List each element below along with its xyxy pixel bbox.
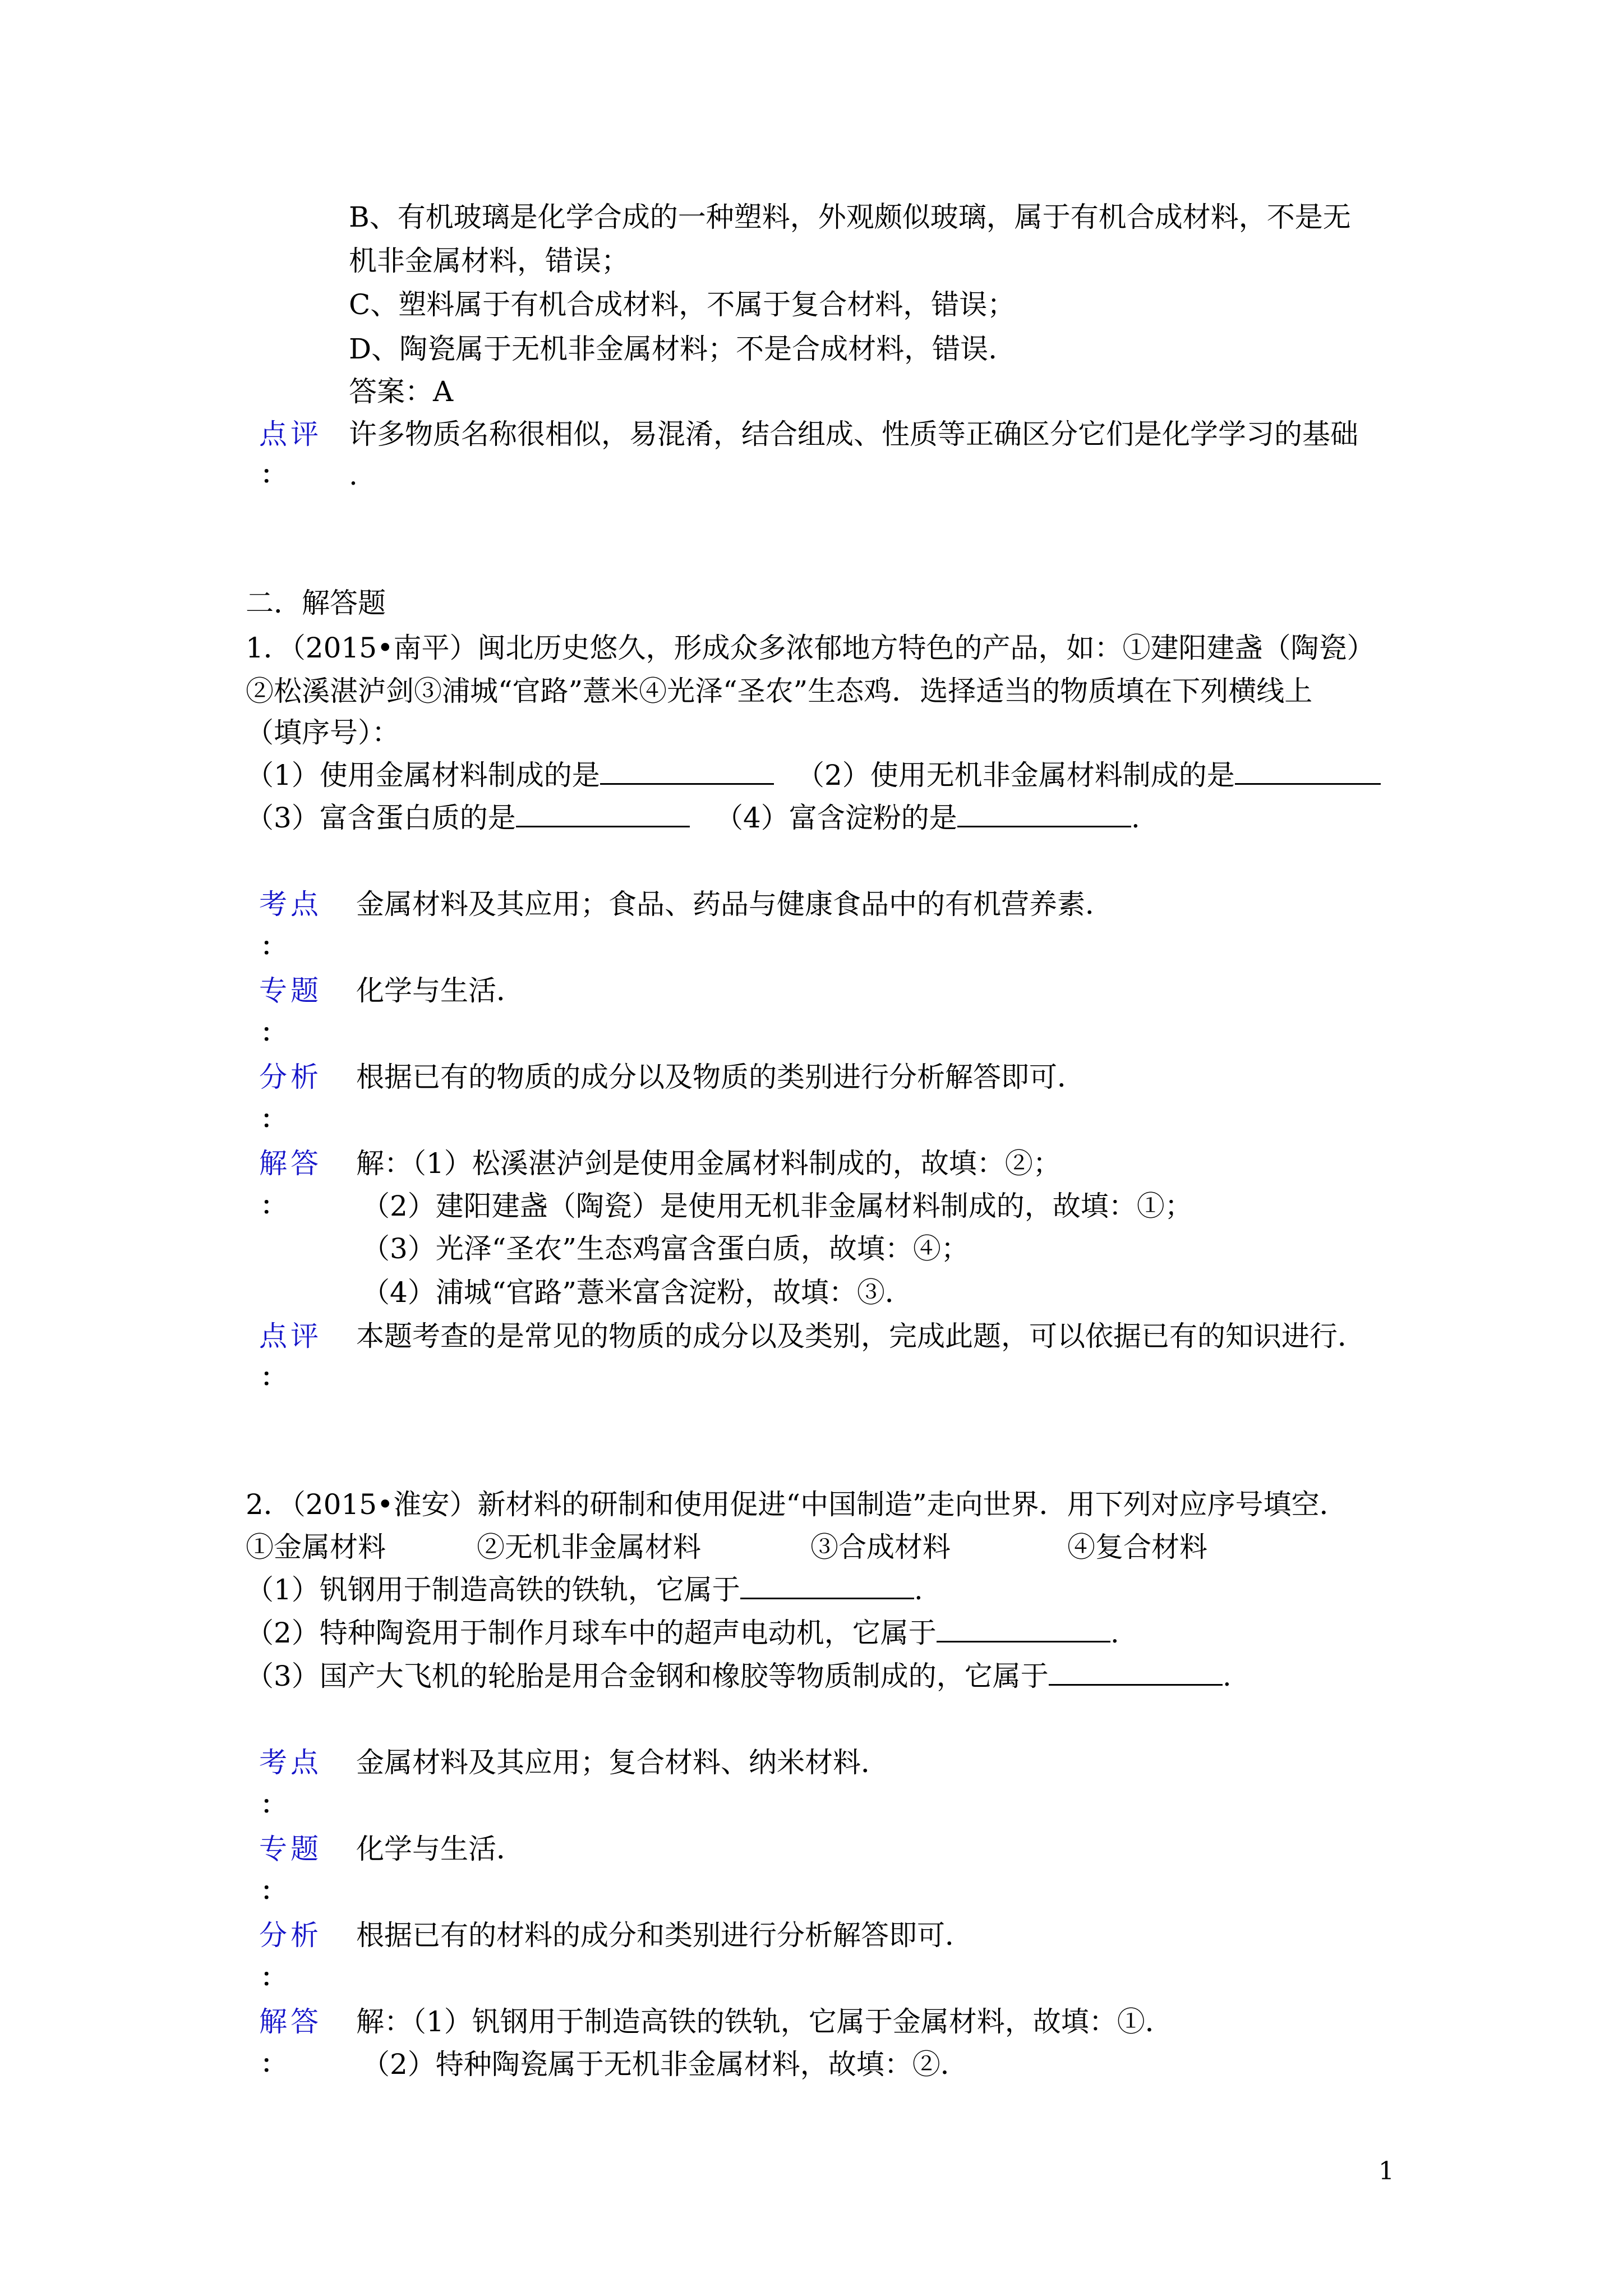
q1-dianping-text: 本题考查的是常见的物质的成分以及类别，完成此题，可以依据已有的知识进行． [356, 1320, 1366, 1352]
q2-fenxi-label: 分析 [259, 1919, 322, 1952]
q2-jieda-label: 解答 [259, 2005, 322, 2038]
label-colon: ： [261, 1363, 285, 1392]
q1-part2-text: （2）使用无机非金属材料制成的是 [796, 759, 1235, 792]
q1-zhuanti-label: 专题 [259, 974, 322, 1007]
label-colon: ： [261, 1019, 285, 1047]
label-colon: ： [261, 2050, 285, 2078]
q2-jieda-line1: 解：（1）钒钢用于制造高铁的铁轨，它属于金属材料，故填：①． [356, 2005, 1173, 2038]
q1-part2 [796, 757, 1381, 793]
q1-zhuanti-text: 化学与生活． [356, 974, 524, 1007]
q2-sub3 [246, 1658, 1232, 1694]
q2-sub1 [246, 1572, 923, 1608]
answer-blank[interactable] [740, 1573, 914, 1599]
answer-blank[interactable] [1049, 1659, 1223, 1686]
q2-jieda-line2: （2）特种陶瓷属于无机非金属材料，故填：②． [362, 2048, 969, 2081]
q1-jieda-line4: （4）浦城“官路”薏米富含淀粉，故填：③． [362, 1276, 913, 1309]
q2-sub2-end: . [1110, 1617, 1119, 1649]
answer-blank[interactable] [937, 1616, 1110, 1642]
q2-zhuanti-text: 化学与生活． [356, 1833, 524, 1865]
q1-stem-line1: 1．（2015•南平）闽北历史悠久，形成众多浓郁地方特色的产品，如：①建阳建盏（陶瓷） [246, 632, 1375, 664]
q2-kaodian-label: 考点 [259, 1746, 322, 1779]
q2-sub1-text: （1）钒钢用于制造高铁的铁轨，它属于 [246, 1573, 740, 1606]
q1-stem-line2: ②松溪湛泸剑③浦城“官路”薏米④光泽“圣农”生态鸡．选择适当的物质填在下列横线上 [246, 675, 1313, 707]
q2-option-1: ①金属材料 [246, 1531, 386, 1563]
label-colon: ： [261, 1877, 285, 1906]
q2-fenxi-text: 根据已有的材料的成分和类别进行分析解答即可． [356, 1919, 973, 1952]
comment-text-cont: . [349, 459, 358, 491]
page-number: 1 [1378, 2157, 1394, 2185]
answer-line-b: B、有机玻璃是化学合成的一种塑料，外观颇似玻璃，属于有机合成材料，不是无 [349, 201, 1351, 233]
q1-part4-end: . [1131, 802, 1140, 834]
q1-stem-line3: （填序号）： [246, 716, 400, 749]
answer-blank[interactable] [516, 801, 690, 827]
comment-label: 点评 [259, 418, 322, 450]
q1-part4 [715, 800, 1140, 836]
label-colon: ： [261, 1105, 285, 1134]
q1-dianping-label: 点评 [259, 1320, 322, 1352]
q2-option-2: ②无机非金属材料 [477, 1531, 701, 1563]
q1-jieda-line2: （2）建阳建盏（陶瓷）是使用无机非金属材料制成的，故填：①； [362, 1190, 1193, 1222]
q2-sub2-text: （2）特种陶瓷用于制作月球车中的超声电动机，它属于 [246, 1617, 937, 1649]
q2-zhuanti-label: 专题 [259, 1833, 322, 1865]
q1-part1 [246, 757, 774, 793]
answer-line-answer: 答案：A [349, 375, 454, 408]
q1-jieda-label: 解答 [259, 1147, 322, 1180]
q2-stem-line1: 2．（2015•淮安）新材料的研制和使用促进“中国制造”走向世界．用下列对应序号填空． [246, 1488, 1348, 1521]
answer-blank[interactable] [600, 758, 774, 785]
q1-part4-text: （4）富含淀粉的是 [715, 802, 957, 834]
label-colon: ： [261, 461, 285, 489]
q1-kaodian-label: 考点 [259, 888, 322, 921]
answer-blank[interactable] [957, 801, 1131, 827]
q1-part1-text: （1）使用金属材料制成的是 [246, 759, 600, 792]
q1-part3-text: （3）富含蛋白质的是 [246, 802, 516, 834]
answer-line-c: C、塑料属于有机合成材料，不属于复合材料，错误； [349, 288, 1016, 321]
q2-sub1-end: . [914, 1573, 923, 1606]
q2-sub3-text: （3）国产大飞机的轮胎是用合金钢和橡胶等物质制成的，它属于 [246, 1660, 1049, 1692]
q1-fenxi-label: 分析 [259, 1061, 322, 1093]
q1-fenxi-text: 根据已有的物质的成分以及物质的类别进行分析解答即可． [356, 1061, 1085, 1093]
q1-jieda-line3: （3）光泽“圣农”生态鸡富含蛋白质，故填：④； [362, 1232, 969, 1265]
label-colon: ： [261, 1191, 285, 1220]
label-colon: ： [261, 932, 285, 961]
answer-line-d: D、陶瓷属于无机非金属材料；不是合成材料，错误. [349, 333, 997, 365]
comment-text: 许多物质名称很相似，易混淆，结合组成、性质等正确区分它们是化学学习的基础 [349, 418, 1358, 450]
q2-option-3: ③合成材料 [810, 1531, 951, 1563]
label-colon: ： [261, 1963, 285, 1992]
q2-option-4: ④复合材料 [1067, 1531, 1207, 1563]
answer-blank[interactable] [1235, 758, 1381, 785]
q1-jieda-line1: 解：（1）松溪湛泸剑是使用金属材料制成的，故填：②； [356, 1147, 1061, 1180]
answer-line-b-cont: 机非金属材料，错误； [349, 245, 629, 277]
q2-sub3-end: . [1222, 1660, 1232, 1692]
q1-part3 [246, 800, 690, 836]
section-title: 二．解答题 [246, 587, 386, 619]
q1-kaodian-text: 金属材料及其应用；食品、药品与健康食品中的有机营养素． [356, 888, 1113, 921]
label-colon: ： [261, 1791, 285, 1819]
q2-kaodian-text: 金属材料及其应用；复合材料、纳米材料． [356, 1746, 889, 1779]
q2-sub2 [246, 1615, 1119, 1651]
